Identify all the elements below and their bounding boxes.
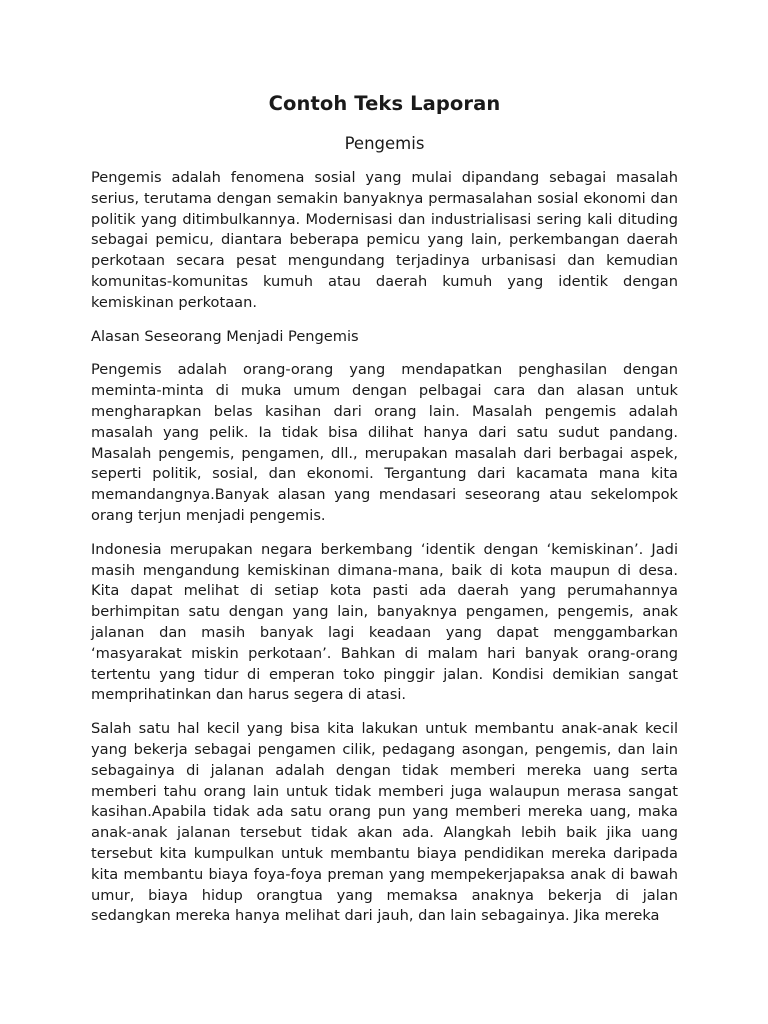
paragraph-definition: Pengemis adalah orang-orang yang mendapatkan penghasilan dengan meminta-minta di muka umum dengan pelbagai cara dan alasan untuk mengharapkan belas kasihan dari orang lain. Masalah pengemis adalah masalah yang pelik. Ia tidak bisa dilihat hanya dari satu sudut pandang. Masalah pengemis, pengamen, dll., merupakan masalah dari berbagai aspek, seperti politik, sosial, dan ekonomi. Tergantung dari kacamata mana kita memandangnya.Banyak alasan yang mendasari seseorang atau sekelompok orang terjun menjadi pengemis.: [91, 361, 678, 524]
document-title: Contoh Teks Laporan: [268, 92, 501, 115]
document-subtitle: Pengemis: [344, 134, 425, 153]
paragraph-intro: Pengemis adalah fenomena sosial yang mulai dipandang sebagai masalah serius, terutama dengan semakin banyaknya permasalahan sosial ekonomi dan politik yang ditimbulkannya. Modernisasi dan industrialisasi sering kali dituding sebagai pemicu, diantara beberapa pemicu yang lain, perkembangan daerah perkotaan secara pesat mengundang terjadinya urbanisasi dan kemudian komunitas-komunitas kumuh atau daerah kumuh yang identik dengan kemiskinan perkotaan.: [91, 169, 678, 311]
paragraph-indonesia: Indonesia merupakan negara berkembang ‘identik dengan ‘kemiskinan’. Jadi masih mengandung kemiskinan dimana-mana, baik di kota maupun di desa. Kita dapat melihat di setiap kota pasti ada daerah yang perumahannya berhimpitan satu dengan yang lain, banyaknya pengamen, pengemis, anak jalanan dan masih banyak lagi keadaan yang dapat menggambarkan ‘masyarakat miskin perkotaan’. Bahkan di malam hari banyak orang-orang tertentu yang tidur di emperan toko pinggir jalan. Kondisi demikian sangat memprihatinkan dan harus segera di atasi.: [91, 540, 678, 704]
section-heading: Alasan Seseorang Menjadi Pengemis: [91, 327, 359, 345]
paragraph-solution: Salah satu hal kecil yang bisa kita lakukan untuk membantu anak-anak kecil yang bekerja sebagai pengamen cilik, pedagang asongan, pengemis, dan lain sebagainya di jalanan adalah dengan tidak memberi mereka uang serta memberi tahu orang lain untuk tidak memberi juga walaupun merasa sangat kasihan.Apabila tidak ada satu orang pun yang memberi mereka uang, maka anak-anak jalanan tersebut tidak akan ada. Alangkah lebih baik jika uang tersebut kita kumpulkan untuk membantu biaya pendidikan mereka daripada kita membantu biaya foya-foya preman yang mempekerjapaksa anak di bawah umur, biaya hidup orangtua yang memaksa anaknya bekerja di jalan sedangkan mereka hanya melihat dari jauh, dan lain sebagainya. Jika mereka: [91, 720, 678, 925]
